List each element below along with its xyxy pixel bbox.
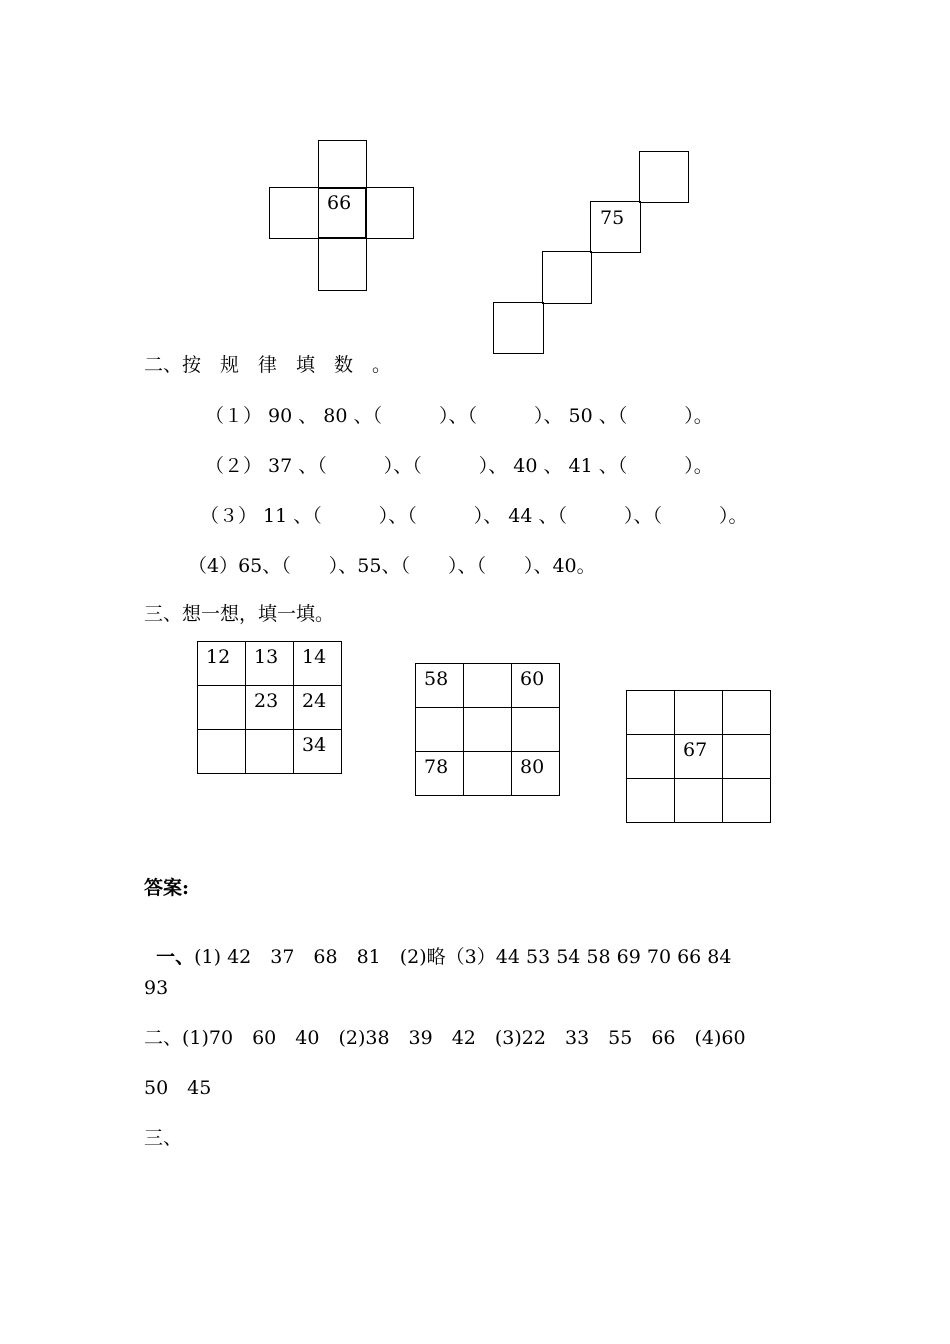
- grid-cell: [723, 735, 771, 779]
- grid-cell: 78: [416, 752, 464, 796]
- grid-cell: [675, 779, 723, 823]
- grid-cell: [512, 708, 560, 752]
- answer-1-line-1: [144, 929, 731, 967]
- sequence-line-4: （4）65、（ ）、55、（ ）、（ ）、40。: [188, 555, 596, 577]
- grid-cell: 80: [512, 752, 560, 796]
- section3-heading: 三、想一想，填一填。: [144, 603, 335, 625]
- number-grid-3: [626, 690, 771, 823]
- sequence-line-1: （１） 90 、 80 、（ ）、（ ）、 50 、（ ）。: [205, 405, 713, 427]
- grid-cell: [627, 735, 675, 779]
- grid-cell: [627, 779, 675, 823]
- grid-cell: [723, 691, 771, 735]
- sequence-line-2: （２） 37 、（ ）、（ ）、 40 、 41 、（ ）。: [205, 455, 713, 477]
- answer-2-line-2: 50 45: [144, 1077, 212, 1099]
- sequence-line-3: （３） 11 、（ ）、（ ）、 44 、（ ）、（ ）。: [200, 505, 748, 527]
- answer-1-label: 一、: [156, 946, 195, 968]
- grid-cell: 24: [294, 686, 342, 730]
- grid-cell: [246, 730, 294, 774]
- answer-2-line-1: 二、(1)70 60 40 (2)38 39 42 (3)22 33 55 66 (4)60: [144, 1027, 746, 1049]
- grid-cell: [723, 779, 771, 823]
- answer-1-line-2: 93: [144, 977, 169, 999]
- grid-cell: [464, 752, 512, 796]
- stairs-number: 75: [600, 207, 625, 229]
- grid-cell: [675, 691, 723, 735]
- grid-cell: [464, 664, 512, 708]
- stairs-cell-3: [542, 251, 592, 304]
- answers-title: 答案:: [144, 877, 190, 899]
- number-grid-1: [197, 641, 342, 774]
- grid-cell: [416, 708, 464, 752]
- grid-cell: [198, 730, 246, 774]
- grid-cell: 34: [294, 730, 342, 774]
- grid-cell: 23: [246, 686, 294, 730]
- cross-right-cell: [365, 187, 414, 239]
- grid-cell: [464, 708, 512, 752]
- section2-heading: 二、按 规 律 填 数 。: [144, 354, 392, 376]
- grid-cell: [198, 686, 246, 730]
- grid-cell: 12: [198, 642, 246, 686]
- answer-1-text: (1) 42 37 68 81 (2)略（3）44 53 54 58 69 70 66 84: [194, 946, 732, 968]
- cross-bottom-cell: [318, 237, 367, 291]
- cross-top-cell: [318, 140, 367, 189]
- cross-center-number: 66: [327, 192, 352, 214]
- grid-cell: 13: [246, 642, 294, 686]
- stairs-cell-1: [639, 151, 689, 203]
- grid-cell: 67: [675, 735, 723, 779]
- cross-left-cell: [269, 187, 319, 239]
- stairs-cell-4: [493, 302, 544, 354]
- grid-cell: 60: [512, 664, 560, 708]
- grid-cell: 58: [416, 664, 464, 708]
- grid-cell: [627, 691, 675, 735]
- grid-cell: 14: [294, 642, 342, 686]
- number-grid-2: [415, 663, 560, 796]
- answer-3-label: 三、: [144, 1127, 183, 1149]
